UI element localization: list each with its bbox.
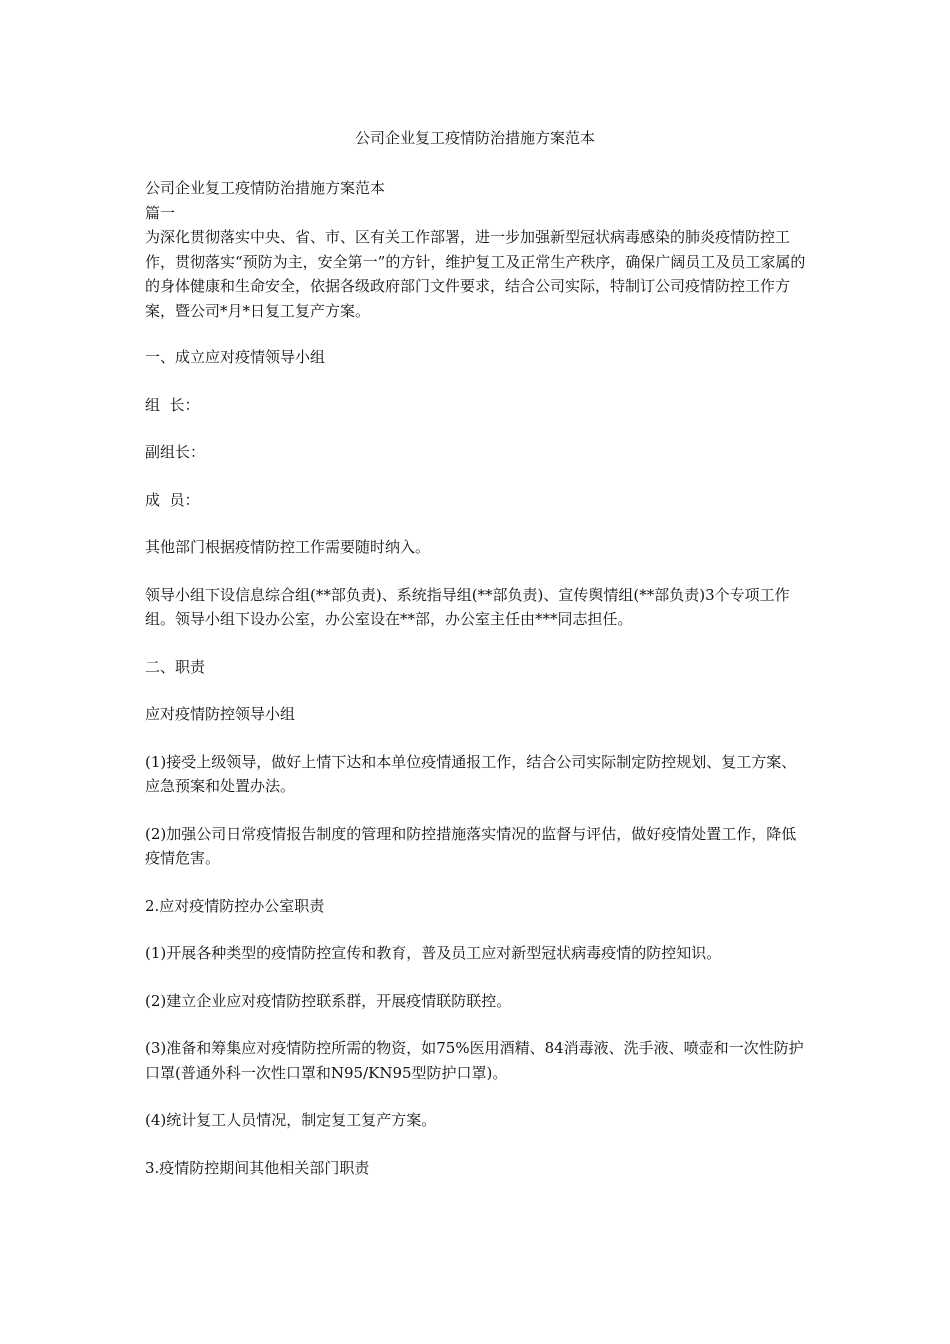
other-depts-paragraph: 其他部门根据疫情防控工作需要随时纳入。: [145, 538, 431, 556]
sub2-heading: 2.应对疫情防控办公室职责: [145, 896, 325, 915]
sub2-item: (3)准备和筹集应对疫情防控所需的物资，如75%医用酒精、84消毒液、洗手液、喷壶和一次性防护口罩(普通外科一次性口罩和N95/KN95型防护口罩)。: [145, 1039, 804, 1082]
sub3-heading: 3.疫情防控期间其他相关部门职责: [145, 1158, 370, 1177]
groups-paragraph: 领导小组下设信息综合组(**部负责)、系统指导组(**部负责)、宣传舆情组(**部负责)3个专项工作组。领导小组下设办公室，办公室设在**部，办公室主任由***同志担任。: [145, 585, 790, 628]
section2-heading: 二、职责: [145, 657, 206, 676]
sub2-item: (2)建立企业应对疫情防控联系群，开展疫情联防联控。: [145, 991, 512, 1010]
document-subtitle: 公司企业复工疫情防治措施方案范本: [145, 179, 386, 197]
leader-label: 组 长：: [145, 395, 200, 414]
section1-heading: 一、成立应对疫情领导小组: [145, 348, 326, 366]
document-body: [145, 176, 810, 1180]
sub2-item: (4)统计复工人员情况，制定复工复产方案。: [145, 1111, 437, 1129]
sub2-item: (1)开展各种类型的疫情防控宣传和教育，普及员工应对新型冠状病毒疫情的防控知识。: [145, 944, 722, 962]
sub1-item: (2)加强公司日常疫情报告制度的管理和防控措施落实情况的监督与评估，做好疫情处置工作，降低疫情危害。: [145, 824, 797, 867]
sub1-item: (1)接受上级领导，做好上情下达和本单位疫情通报工作，结合公司实际制定防控规划、复工方案、应急预案和处置办法。: [145, 752, 797, 795]
document-title: 公司企业复工疫情防治措施方案范本: [354, 129, 595, 147]
member-label: 成 员：: [145, 490, 200, 509]
intro-paragraph: 为深化贯彻落实中央、省、市、区有关工作部署，进一步加强新型冠状病毒感染的肺炎疫情防控工作，贯彻落实“预防为主，安全第一”的方针，维护复工及正常生产秩序，确保广阔员工及员工家属的的身体健康和生命安全，依据各级政府部门文件要求，结合公司实际，特制订公司疫情防控工作方案，暨公司*月*日复工复产方案。: [145, 228, 806, 320]
sub1-heading: 应对疫情防控领导小组: [145, 705, 296, 723]
part-label: 篇一: [145, 203, 176, 222]
deputy-label: 副组长：: [145, 443, 206, 461]
